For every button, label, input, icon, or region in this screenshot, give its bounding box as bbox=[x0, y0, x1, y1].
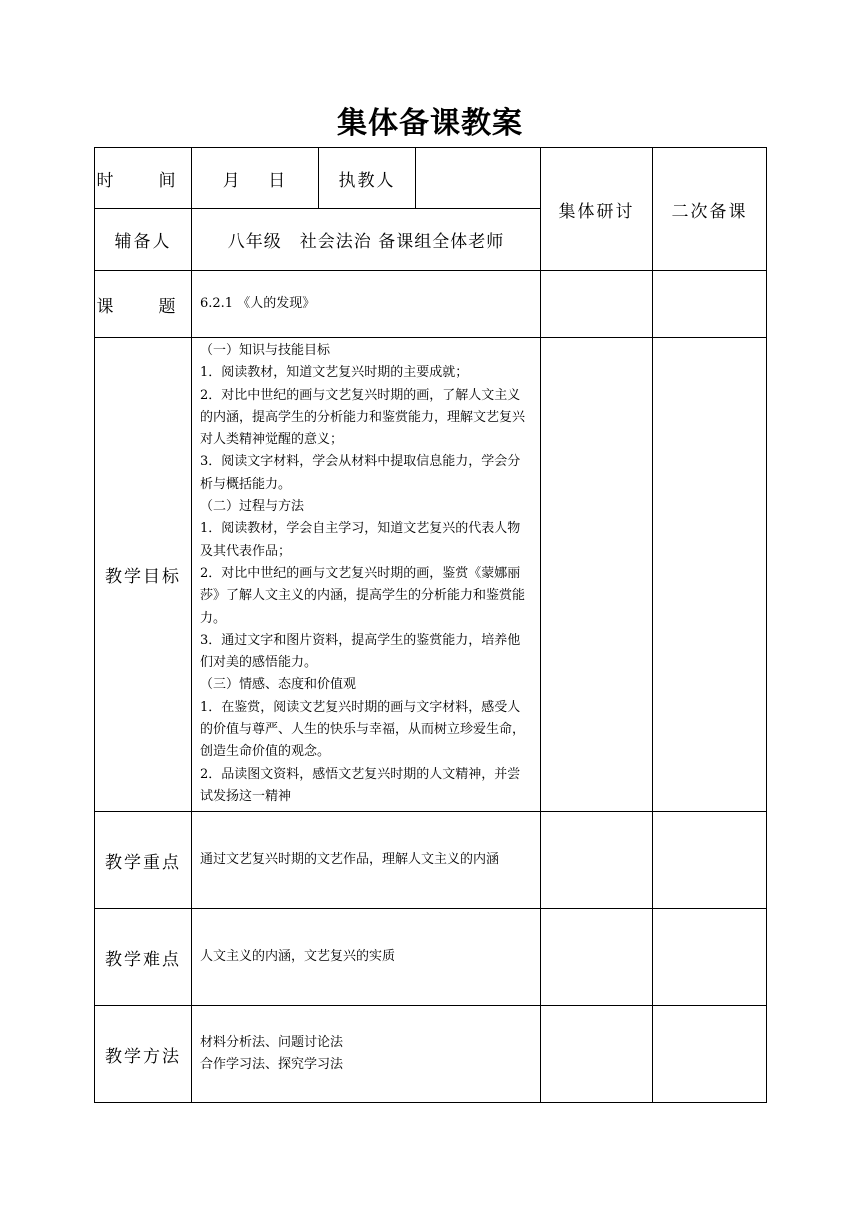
goals-line: （二）过程与方法 bbox=[200, 499, 305, 515]
row-topic bbox=[95, 271, 767, 338]
teacher-value bbox=[416, 148, 541, 209]
difficulties-research-cell bbox=[541, 909, 653, 1006]
methods-line: 合作学习法、探究学习法 bbox=[200, 1057, 344, 1072]
methods-second-cell bbox=[653, 1006, 767, 1103]
topic-value: 6.2.1 《人的发现》 bbox=[192, 271, 541, 338]
assistant-label: 辅备人 bbox=[95, 209, 192, 271]
difficulties-label: 教学难点 bbox=[95, 909, 192, 1006]
row-key-points bbox=[95, 812, 767, 909]
lesson-plan-table bbox=[94, 147, 767, 1103]
difficulties-second-cell bbox=[653, 909, 767, 1006]
goals-line: 1．在鉴赏，阅读文艺复兴时期的画与文字材料，感受人的价值与尊严、人生的快乐与幸福，从而树立珍爱生命，创造生命价值的观念。 bbox=[200, 699, 526, 760]
second-prep-label: 二次备课 bbox=[653, 148, 767, 271]
methods-label: 教学方法 bbox=[95, 1006, 192, 1103]
key-points-second-cell bbox=[653, 812, 767, 909]
assistant-value: 八年级 社会法治 备课组全体老师 bbox=[192, 209, 541, 271]
goals-line: 1．阅读教材，学会自主学习，知道文艺复兴的代表人物及其代表作品； bbox=[200, 521, 521, 559]
topic-label: 课 题 bbox=[95, 271, 192, 338]
row-time bbox=[95, 148, 767, 209]
goals-line: 2．对比中世纪的画与文艺复兴时期的画，了解人文主义的内涵，提高学生的分析能力和鉴赏能力，理解文艺复兴对人类精神觉醒的意义； bbox=[200, 387, 526, 448]
date-label: 月 日 bbox=[192, 148, 319, 209]
key-points-label: 教学重点 bbox=[95, 812, 192, 909]
goals-line: 2．品读图文资料，感悟文艺复兴时期的人文精神，并尝试发扬这一精神 bbox=[200, 766, 521, 804]
topic-research-cell bbox=[541, 271, 653, 338]
goals-line: 3．阅读文字材料，学会从材料中提取信息能力，学会分析与概括能力。 bbox=[200, 454, 521, 492]
goals-line: （三）情感、态度和价值观 bbox=[200, 677, 357, 693]
key-points-value: 通过文艺复兴时期的文艺作品，理解人文主义的内涵 bbox=[192, 812, 541, 909]
row-methods bbox=[95, 1006, 767, 1103]
goals-line: 2．对比中世纪的画与文艺复兴时期的画，鉴赏《蒙娜丽莎》了解人文主义的内涵，提高学生的分析能力和鉴赏能力。 bbox=[200, 565, 526, 626]
research-label: 集体研讨 bbox=[541, 148, 653, 271]
topic-second-cell bbox=[653, 271, 767, 338]
goals-label: 教学目标 bbox=[95, 338, 192, 812]
time-label: 时 间 bbox=[95, 148, 192, 209]
goals-line: 3．通过文字和图片资料，提高学生的鉴赏能力，培养他们对美的感悟能力。 bbox=[200, 632, 521, 671]
teacher-label: 执教人 bbox=[319, 148, 416, 209]
goals-line: 1．阅读教材，知道文艺复兴时期的主要成就； bbox=[200, 365, 469, 381]
goals-second-cell bbox=[653, 338, 767, 812]
page-title: 集体备课教案 bbox=[337, 106, 523, 141]
goals-line: （一）知识与技能目标 bbox=[200, 343, 331, 358]
difficulties-value: 人文主义的内涵，文艺复兴的实质 bbox=[192, 909, 541, 1006]
key-points-research-cell bbox=[541, 812, 653, 909]
methods-research-cell bbox=[541, 1006, 653, 1103]
methods-content bbox=[192, 1006, 541, 1103]
goals-research-cell bbox=[541, 338, 653, 812]
row-goals bbox=[95, 338, 767, 812]
goals-content bbox=[192, 338, 541, 812]
row-difficulties bbox=[95, 909, 767, 1006]
methods-line: 材料分析法、问题讨论法 bbox=[200, 1035, 344, 1050]
